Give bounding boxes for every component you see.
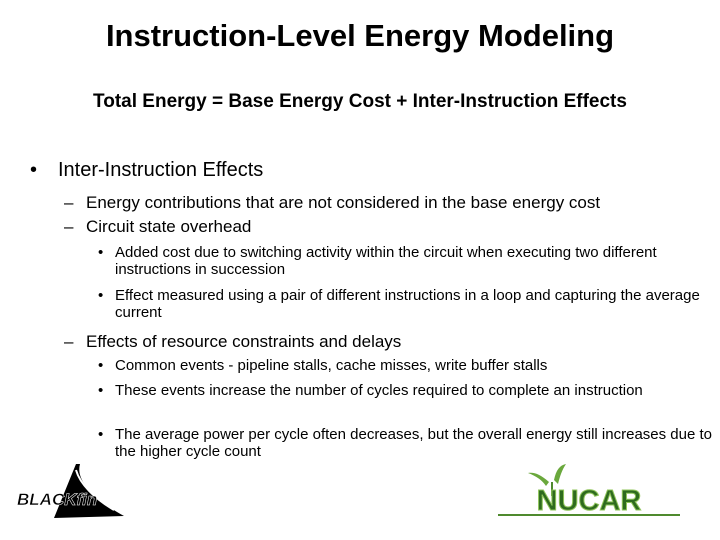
energy-equation: Total Energy = Base Energy Cost + Inter-Instruction Effects xyxy=(93,91,627,112)
leaf-right-icon xyxy=(554,464,566,484)
nucar-logo-graphic xyxy=(494,462,684,520)
dash-item-text: Effects of resource constraints and delays xyxy=(86,332,402,351)
nucar-wordmark: NUCAR xyxy=(536,485,642,517)
bullet-heading: Inter-Instruction Effects xyxy=(58,159,264,181)
blackfin-logo-graphic xyxy=(14,462,134,520)
dash-item-text: Circuit state overhead xyxy=(86,217,252,236)
slide-title: Instruction-Level Energy Modeling xyxy=(105,18,615,53)
dash-mark: – xyxy=(64,332,74,351)
dash-mark: – xyxy=(64,193,74,212)
blackfin-logo xyxy=(14,462,134,525)
sub-bullet-mark: • xyxy=(98,357,104,374)
sub-bullet-text: Added cost due to switching activity within the circuit when executing two different instructions in succession xyxy=(115,244,657,278)
nucar-logo xyxy=(494,462,684,525)
dash-mark: – xyxy=(64,217,74,236)
sub-bullet-mark: • xyxy=(98,426,104,443)
dash-item-text: Energy contributions that are not considered in the base energy cost xyxy=(86,193,601,212)
leaf-left-icon xyxy=(528,473,549,486)
sub-bullet-text: Common events - pipeline stalls, cache misses, write buffer stalls xyxy=(115,357,548,374)
sub-bullet-text: These events increase the number of cycles required to complete an instruction xyxy=(115,382,643,399)
blackfin-wordmark: BLACKfin xyxy=(17,490,98,509)
sub-bullet-text: The average power per cycle often decreases, but the overall energy still increases due to the higher cycle count xyxy=(115,426,712,460)
sub-bullet-text: Effect measured using a pair of different instructions in a loop and capturing the average current xyxy=(115,287,700,321)
bullet-mark: • xyxy=(30,159,38,181)
sub-bullet-mark: • xyxy=(98,287,104,304)
sub-bullet-mark: • xyxy=(98,244,104,261)
sub-bullet-mark: • xyxy=(98,382,104,399)
